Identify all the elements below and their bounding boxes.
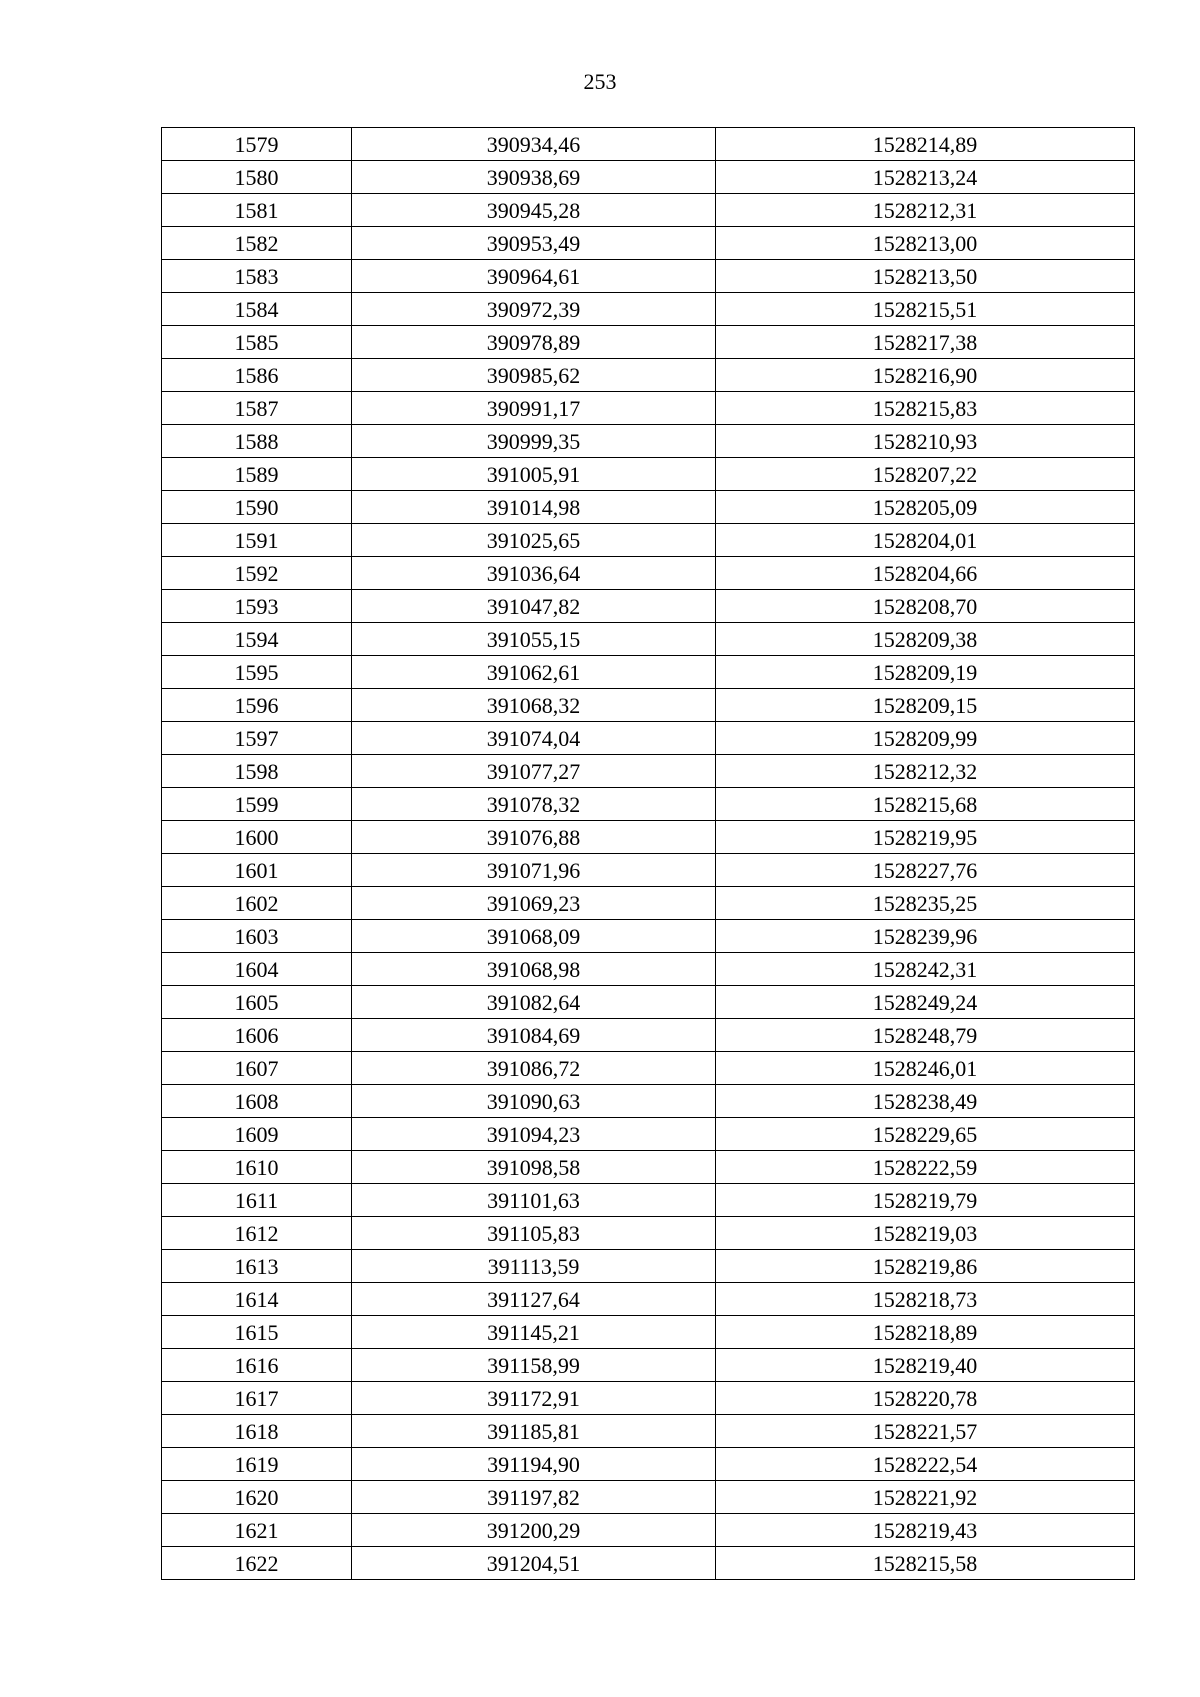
x-coordinate-cell: 391105,83 <box>352 1217 716 1250</box>
y-coordinate-cell: 1528222,59 <box>716 1151 1135 1184</box>
x-coordinate-cell: 391158,99 <box>352 1349 716 1382</box>
y-coordinate-cell: 1528215,83 <box>716 392 1135 425</box>
point-number-cell: 1616 <box>162 1349 352 1382</box>
coordinates-table-body <box>162 128 1135 1580</box>
point-number-cell: 1606 <box>162 1019 352 1052</box>
point-number-cell: 1620 <box>162 1481 352 1514</box>
x-coordinate-cell: 391200,29 <box>352 1514 716 1547</box>
x-coordinate-cell: 391194,90 <box>352 1448 716 1481</box>
table-row <box>162 788 1135 821</box>
table-row <box>162 293 1135 326</box>
point-number-cell: 1589 <box>162 458 352 491</box>
table-row <box>162 722 1135 755</box>
point-number-cell: 1597 <box>162 722 352 755</box>
y-coordinate-cell: 1528219,79 <box>716 1184 1135 1217</box>
point-number-cell: 1582 <box>162 227 352 260</box>
point-number-cell: 1594 <box>162 623 352 656</box>
point-number-cell: 1604 <box>162 953 352 986</box>
y-coordinate-cell: 1528210,93 <box>716 425 1135 458</box>
y-coordinate-cell: 1528215,68 <box>716 788 1135 821</box>
point-number-cell: 1607 <box>162 1052 352 1085</box>
table-row <box>162 656 1135 689</box>
point-number-cell: 1622 <box>162 1547 352 1580</box>
y-coordinate-cell: 1528218,89 <box>716 1316 1135 1349</box>
x-coordinate-cell: 390985,62 <box>352 359 716 392</box>
x-coordinate-cell: 391077,27 <box>352 755 716 788</box>
y-coordinate-cell: 1528238,49 <box>716 1085 1135 1118</box>
table-row <box>162 920 1135 953</box>
table-row <box>162 854 1135 887</box>
y-coordinate-cell: 1528249,24 <box>716 986 1135 1019</box>
table-row <box>162 623 1135 656</box>
y-coordinate-cell: 1528216,90 <box>716 359 1135 392</box>
x-coordinate-cell: 391127,64 <box>352 1283 716 1316</box>
y-coordinate-cell: 1528204,66 <box>716 557 1135 590</box>
point-number-cell: 1593 <box>162 590 352 623</box>
table-row <box>162 524 1135 557</box>
point-number-cell: 1590 <box>162 491 352 524</box>
x-coordinate-cell: 391204,51 <box>352 1547 716 1580</box>
y-coordinate-cell: 1528242,31 <box>716 953 1135 986</box>
y-coordinate-cell: 1528208,70 <box>716 590 1135 623</box>
table-row <box>162 821 1135 854</box>
table-row <box>162 458 1135 491</box>
x-coordinate-cell: 391068,09 <box>352 920 716 953</box>
y-coordinate-cell: 1528218,73 <box>716 1283 1135 1316</box>
point-number-cell: 1602 <box>162 887 352 920</box>
table-row <box>162 1217 1135 1250</box>
y-coordinate-cell: 1528220,78 <box>716 1382 1135 1415</box>
table-row <box>162 887 1135 920</box>
point-number-cell: 1584 <box>162 293 352 326</box>
table-row <box>162 326 1135 359</box>
table-row <box>162 590 1135 623</box>
point-number-cell: 1586 <box>162 359 352 392</box>
x-coordinate-cell: 391068,32 <box>352 689 716 722</box>
x-coordinate-cell: 391145,21 <box>352 1316 716 1349</box>
table-row <box>162 689 1135 722</box>
x-coordinate-cell: 391055,15 <box>352 623 716 656</box>
table-row <box>162 161 1135 194</box>
table-row <box>162 1250 1135 1283</box>
x-coordinate-cell: 391071,96 <box>352 854 716 887</box>
y-coordinate-cell: 1528212,31 <box>716 194 1135 227</box>
x-coordinate-cell: 390972,39 <box>352 293 716 326</box>
table-row <box>162 1316 1135 1349</box>
x-coordinate-cell: 391025,65 <box>352 524 716 557</box>
y-coordinate-cell: 1528209,15 <box>716 689 1135 722</box>
x-coordinate-cell: 391005,91 <box>352 458 716 491</box>
point-number-cell: 1599 <box>162 788 352 821</box>
table-row <box>162 755 1135 788</box>
x-coordinate-cell: 391082,64 <box>352 986 716 1019</box>
x-coordinate-cell: 391076,88 <box>352 821 716 854</box>
table-row <box>162 1415 1135 1448</box>
table-row <box>162 1118 1135 1151</box>
y-coordinate-cell: 1528209,99 <box>716 722 1135 755</box>
point-number-cell: 1618 <box>162 1415 352 1448</box>
table-row <box>162 1052 1135 1085</box>
x-coordinate-cell: 391086,72 <box>352 1052 716 1085</box>
table-row <box>162 1019 1135 1052</box>
point-number-cell: 1600 <box>162 821 352 854</box>
x-coordinate-cell: 391098,58 <box>352 1151 716 1184</box>
table-row <box>162 1481 1135 1514</box>
x-coordinate-cell: 391047,82 <box>352 590 716 623</box>
y-coordinate-cell: 1528235,25 <box>716 887 1135 920</box>
x-coordinate-cell: 390953,49 <box>352 227 716 260</box>
table-row <box>162 557 1135 590</box>
y-coordinate-cell: 1528219,95 <box>716 821 1135 854</box>
point-number-cell: 1596 <box>162 689 352 722</box>
point-number-cell: 1595 <box>162 656 352 689</box>
point-number-cell: 1613 <box>162 1250 352 1283</box>
x-coordinate-cell: 391185,81 <box>352 1415 716 1448</box>
point-number-cell: 1591 <box>162 524 352 557</box>
x-coordinate-cell: 391101,63 <box>352 1184 716 1217</box>
y-coordinate-cell: 1528209,19 <box>716 656 1135 689</box>
y-coordinate-cell: 1528212,32 <box>716 755 1135 788</box>
point-number-cell: 1592 <box>162 557 352 590</box>
point-number-cell: 1621 <box>162 1514 352 1547</box>
x-coordinate-cell: 390934,46 <box>352 128 716 161</box>
y-coordinate-cell: 1528229,65 <box>716 1118 1135 1151</box>
y-coordinate-cell: 1528227,76 <box>716 854 1135 887</box>
x-coordinate-cell: 391014,98 <box>352 491 716 524</box>
page-number: 253 <box>583 69 617 94</box>
table-row <box>162 491 1135 524</box>
y-coordinate-cell: 1528217,38 <box>716 326 1135 359</box>
point-number-cell: 1585 <box>162 326 352 359</box>
coordinates-table <box>161 127 1135 1580</box>
y-coordinate-cell: 1528213,50 <box>716 260 1135 293</box>
point-number-cell: 1583 <box>162 260 352 293</box>
x-coordinate-cell: 390999,35 <box>352 425 716 458</box>
y-coordinate-cell: 1528205,09 <box>716 491 1135 524</box>
point-number-cell: 1614 <box>162 1283 352 1316</box>
y-coordinate-cell: 1528239,96 <box>716 920 1135 953</box>
y-coordinate-cell: 1528219,40 <box>716 1349 1135 1382</box>
point-number-cell: 1598 <box>162 755 352 788</box>
y-coordinate-cell: 1528209,38 <box>716 623 1135 656</box>
x-coordinate-cell: 390991,17 <box>352 392 716 425</box>
table-row <box>162 1184 1135 1217</box>
x-coordinate-cell: 391062,61 <box>352 656 716 689</box>
x-coordinate-cell: 390938,69 <box>352 161 716 194</box>
table-row <box>162 1382 1135 1415</box>
table-row <box>162 1349 1135 1382</box>
y-coordinate-cell: 1528207,22 <box>716 458 1135 491</box>
y-coordinate-cell: 1528222,54 <box>716 1448 1135 1481</box>
point-number-cell: 1601 <box>162 854 352 887</box>
point-number-cell: 1619 <box>162 1448 352 1481</box>
y-coordinate-cell: 1528221,92 <box>716 1481 1135 1514</box>
point-number-cell: 1580 <box>162 161 352 194</box>
x-coordinate-cell: 391074,04 <box>352 722 716 755</box>
point-number-cell: 1617 <box>162 1382 352 1415</box>
x-coordinate-cell: 390964,61 <box>352 260 716 293</box>
table-row <box>162 194 1135 227</box>
table-row <box>162 1283 1135 1316</box>
x-coordinate-cell: 391084,69 <box>352 1019 716 1052</box>
table-row <box>162 359 1135 392</box>
y-coordinate-cell: 1528213,00 <box>716 227 1135 260</box>
point-number-cell: 1605 <box>162 986 352 1019</box>
x-coordinate-cell: 391078,32 <box>352 788 716 821</box>
y-coordinate-cell: 1528219,86 <box>716 1250 1135 1283</box>
table-row <box>162 1514 1135 1547</box>
x-coordinate-cell: 391069,23 <box>352 887 716 920</box>
point-number-cell: 1608 <box>162 1085 352 1118</box>
x-coordinate-cell: 391113,59 <box>352 1250 716 1283</box>
table-row <box>162 953 1135 986</box>
point-number-cell: 1587 <box>162 392 352 425</box>
point-number-cell: 1579 <box>162 128 352 161</box>
y-coordinate-cell: 1528204,01 <box>716 524 1135 557</box>
y-coordinate-cell: 1528215,58 <box>716 1547 1135 1580</box>
table-row <box>162 425 1135 458</box>
x-coordinate-cell: 391094,23 <box>352 1118 716 1151</box>
table-row <box>162 1448 1135 1481</box>
point-number-cell: 1588 <box>162 425 352 458</box>
y-coordinate-cell: 1528214,89 <box>716 128 1135 161</box>
x-coordinate-cell: 390945,28 <box>352 194 716 227</box>
x-coordinate-cell: 391036,64 <box>352 557 716 590</box>
y-coordinate-cell: 1528221,57 <box>716 1415 1135 1448</box>
x-coordinate-cell: 391172,91 <box>352 1382 716 1415</box>
point-number-cell: 1612 <box>162 1217 352 1250</box>
y-coordinate-cell: 1528219,43 <box>716 1514 1135 1547</box>
table-row <box>162 1547 1135 1580</box>
y-coordinate-cell: 1528215,51 <box>716 293 1135 326</box>
x-coordinate-cell: 391068,98 <box>352 953 716 986</box>
point-number-cell: 1581 <box>162 194 352 227</box>
x-coordinate-cell: 391197,82 <box>352 1481 716 1514</box>
x-coordinate-cell: 390978,89 <box>352 326 716 359</box>
table-row <box>162 986 1135 1019</box>
point-number-cell: 1611 <box>162 1184 352 1217</box>
table-row <box>162 392 1135 425</box>
y-coordinate-cell: 1528213,24 <box>716 161 1135 194</box>
table-row <box>162 260 1135 293</box>
table-row <box>162 1151 1135 1184</box>
point-number-cell: 1609 <box>162 1118 352 1151</box>
point-number-cell: 1603 <box>162 920 352 953</box>
table-row <box>162 1085 1135 1118</box>
y-coordinate-cell: 1528246,01 <box>716 1052 1135 1085</box>
table-row <box>162 227 1135 260</box>
y-coordinate-cell: 1528219,03 <box>716 1217 1135 1250</box>
point-number-cell: 1615 <box>162 1316 352 1349</box>
table-row <box>162 128 1135 161</box>
point-number-cell: 1610 <box>162 1151 352 1184</box>
x-coordinate-cell: 391090,63 <box>352 1085 716 1118</box>
y-coordinate-cell: 1528248,79 <box>716 1019 1135 1052</box>
